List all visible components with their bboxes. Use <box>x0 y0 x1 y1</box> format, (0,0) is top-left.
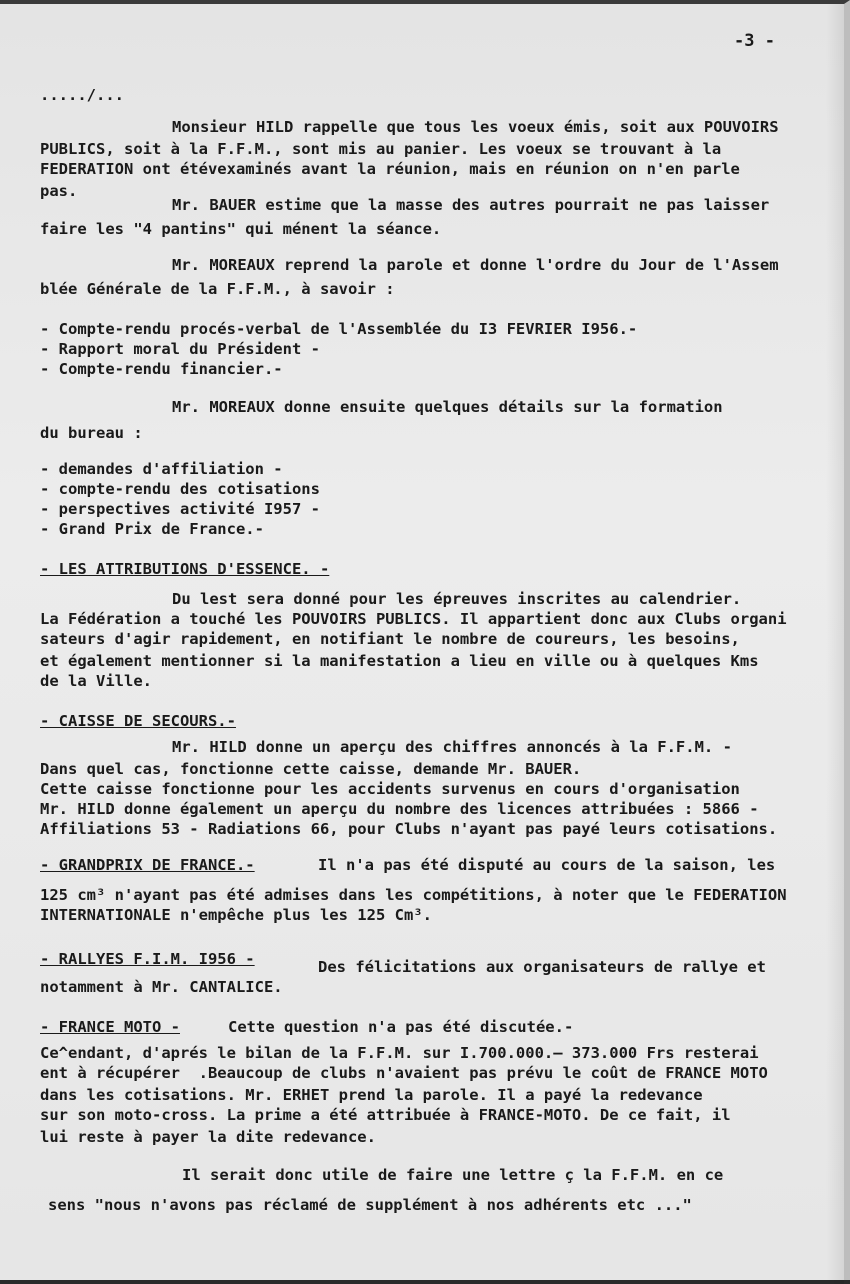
text-line: Il serait donc utile de faire une lettre ç la F.F.M. en ce <box>182 1166 724 1184</box>
text-line: Mr. MOREAUX reprend la parole et donne l'ordre du Jour de l'Assem <box>172 256 779 274</box>
text-line: Mr. BAUER estime que la masse des autres pourrait ne pas laisser <box>172 196 770 214</box>
text-line: Il n'a pas été disputé au cours de la saison, les <box>318 856 776 874</box>
text-line: sens "nous n'avons pas réclamé de supplément à nos adhérents etc ..." <box>48 1196 692 1214</box>
text-line: Affiliations 53 - Radiations 66, pour Clubs n'ayant pas payé leurs cotisations. <box>40 820 778 838</box>
text-line: notamment à Mr. CANTALICE. <box>40 978 283 996</box>
text-line: 125 cm³ n'ayant pas été admises dans les compétitions, à noter que le FEDERATION <box>40 886 787 904</box>
text-line: - compte-rendu des cotisations <box>40 480 320 498</box>
section-heading: - RALLYES F.I.M. I956 - <box>40 950 255 968</box>
text-line: pas. <box>40 182 78 200</box>
text-line: - Rapport moral du Président - <box>40 340 320 358</box>
text-line: Monsieur HILD rappelle que tous les voeux émis, soit aux POUVOIRS <box>172 118 779 136</box>
section-heading: - CAISSE DE SECOURS.- <box>40 712 236 730</box>
text-line: - demandes d'affiliation - <box>40 460 283 478</box>
text-line: FEDERATION ont étévexaminés avant la réunion, mais en réunion on n'en parle <box>40 160 740 178</box>
text-line: faire les "4 pantins" qui ménent la séance. <box>40 220 442 238</box>
text-line: du bureau : <box>40 424 143 442</box>
text-line: Mr. HILD donne un aperçu des chiffres annoncés à la F.F.M. - <box>172 738 732 756</box>
section-heading: - LES ATTRIBUTIONS D'ESSENCE. - <box>40 560 330 578</box>
text-line: - perspectives activité I957 - <box>40 500 320 518</box>
text-line: PUBLICS, soit à la F.F.M., sont mis au panier. Les voeux se trouvant à la <box>40 140 722 158</box>
text-line: blée Générale de la F.F.M., à savoir : <box>40 280 395 298</box>
page-edge-shadow <box>826 4 844 1284</box>
text-line: Cette caisse fonctionne pour les accidents survenus en cours d'organisation <box>40 780 740 798</box>
text-line: ent à récupérer .Beaucoup de clubs n'avaient pas prévu le coût de FRANCE MOTO <box>40 1064 768 1082</box>
text-line: Mr. MOREAUX donne ensuite quelques détails sur la formation <box>172 398 723 416</box>
text-line: Ce^endant, d'aprés le bilan de la F.F.M. sur I.700.000.— 373.000 Frs resterai <box>40 1044 759 1062</box>
text-line: de la Ville. <box>40 672 152 690</box>
text-line: Cette question n'a pas été discutée.- <box>228 1018 574 1036</box>
text-line: sur son moto-cross. La prime a été attribuée à FRANCE-MOTO. De ce fait, il <box>40 1106 731 1124</box>
text-line: Du lest sera donné pour les épreuves inscrites au calendrier. <box>172 590 742 608</box>
text-line: INTERNATIONALE n'empêche plus les 125 Cm³. <box>40 906 432 924</box>
text-line: sateurs d'agir rapidement, en notifiant le nombre de coureurs, les besoins, <box>40 630 740 648</box>
continuation-mark: ...../... <box>40 86 124 104</box>
section-heading: - FRANCE MOTO - <box>40 1018 180 1036</box>
text-line: - Compte-rendu procés-verbal de l'Assemblée du I3 FEVRIER I956.- <box>40 320 638 338</box>
text-line: - Compte-rendu financier.- <box>40 360 283 378</box>
text-line: La Fédération a touché les POUVOIRS PUBLICS. Il appartient donc aux Clubs organi <box>40 610 787 628</box>
text-line: lui reste à payer la dite redevance. <box>40 1128 376 1146</box>
text-line: - Grand Prix de France.- <box>40 520 264 538</box>
text-line: et également mentionner si la manifestation a lieu en ville ou à quelques Kms <box>40 652 759 670</box>
page-number: -3 - <box>734 31 775 51</box>
text-line: dans les cotisations. Mr. ERHET prend la parole. Il a payé la redevance <box>40 1086 703 1104</box>
text-line: Mr. HILD donne également un aperçu du nombre des licences attribuées : 5866 - <box>40 800 759 818</box>
text-line: Des félicitations aux organisateurs de rallye et <box>318 958 766 976</box>
section-heading: - GRANDPRIX DE FRANCE.- <box>40 856 255 874</box>
text-line: Dans quel cas, fonctionne cette caisse, demande Mr. BAUER. <box>40 760 582 778</box>
